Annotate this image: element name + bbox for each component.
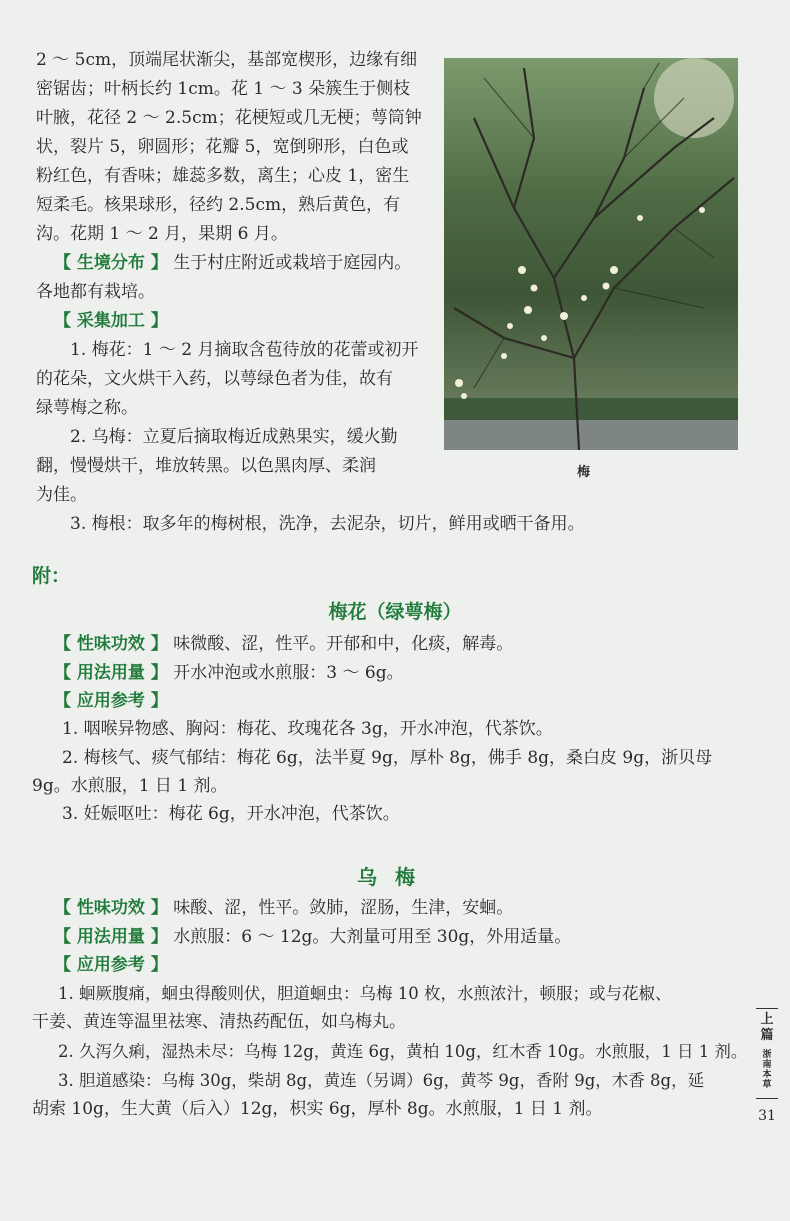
plum-tree-illustration — [444, 58, 738, 450]
meihua-xingwei-row — [54, 630, 513, 659]
wumei-line-3: 2. 久泻久痢，湿热未尽：乌梅 12g，黄连 6g，黄柏 10g，红木香 10g。水煎服，1 日 1 剂。 — [58, 1042, 748, 1061]
side-rule-top — [756, 1008, 778, 1009]
desc-line-7: 沟。花期 1 ～ 2 月，果期 6 月。 — [36, 224, 288, 244]
meihua-yongfa-label: 【 用法用量 】 — [54, 663, 168, 683]
wumei-yongfa-label: 【 用法用量 】 — [54, 927, 168, 947]
wumei-xingwei-label: 【 性味功效 】 — [54, 898, 168, 918]
wumei-yongfa-row — [54, 923, 571, 952]
page-number: 31 — [758, 1108, 776, 1124]
wumei-line-5: 胡索 10g，生大黄（后入）12g，枳实 6g，厚朴 8g。水煎服，1 日 1 剂。 — [32, 1099, 603, 1119]
wumei-line-2: 干姜、黄连等温里祛寒、清热药配伍，如乌梅丸。 — [32, 1012, 406, 1032]
plum-tree-photo — [444, 58, 738, 450]
collect-line-7: 3. 梅根：取多年的梅树根，洗净，去泥杂，切片，鲜用或晒干备用。 — [70, 514, 585, 534]
wumei-yingyong-label: 【 应用参考 】 — [54, 955, 168, 975]
meihua-xingwei-label: 【 性味功效 】 — [54, 634, 168, 654]
meihua-yingyong-label: 【 应用参考 】 — [54, 691, 168, 711]
side-volume — [756, 1012, 778, 1044]
desc-line-1: 2 ～ 5cm，顶端尾状渐尖，基部宽楔形，边缘有细 — [36, 50, 418, 70]
wumei-xingwei-row — [54, 894, 513, 923]
meihua-line-3: 9g。水煎服，1 日 1 剂。 — [32, 776, 228, 796]
habitat-label: 【 生境分布 】 — [54, 253, 168, 273]
side-volume-text: 上篇 — [760, 1012, 774, 1043]
side-book-text: 浙南本草 — [762, 1050, 772, 1090]
side-rule-bottom — [756, 1098, 778, 1099]
desc-line-5: 粉红色，有香味；雄蕊多数，离生；心皮 1，密生 — [36, 166, 410, 186]
desc-line-3: 叶腋，花径 2 ～ 2.5cm；花梗短或几无梗；萼筒钟 — [36, 108, 422, 128]
habitat-text: 生于村庄附近或栽培于庭园内。 — [173, 253, 412, 273]
habitat-row — [54, 249, 411, 278]
desc-line-6: 短柔毛。核果球形，径约 2.5cm，熟后黄色，有 — [36, 195, 401, 215]
wumei-xingwei-text: 味酸、涩，性平。敛肺，涩肠，生津，安蛔。 — [173, 898, 514, 918]
collect-line-6: 为佳。 — [36, 485, 87, 505]
wumei-line-4: 3. 胆道感染：乌梅 30g，柴胡 8g，黄连（另调）6g，黄芩 9g，香附 9g，木香 8g，延 — [58, 1071, 705, 1090]
meihua-title: 梅花（绿萼梅） — [328, 601, 462, 623]
wumei-title: 乌梅 — [357, 865, 433, 889]
meihua-line-1: 1. 咽喉异物感、胸闷：梅花、玫瑰花各 3g，开水冲泡，代茶饮。 — [62, 719, 553, 739]
collect-line-1: 1. 梅花：1 ～ 2 月摘取含苞待放的花蕾或初开 — [70, 340, 419, 360]
collect-line-3: 绿萼梅之称。 — [36, 398, 138, 418]
photo-caption: 梅 — [577, 465, 591, 480]
appendix-heading: 附： — [32, 565, 71, 587]
meihua-line-2: 2. 梅核气、痰气郁结：梅花 6g，法半夏 9g，厚朴 8g，佛手 8g，桑白皮 9g，浙贝母 — [62, 748, 713, 768]
side-book-title — [759, 1050, 775, 1090]
wumei-line-1: 1. 蛔厥腹痛，蛔虫得酸则伏，胆道蛔虫：乌梅 10 枚，水煎浓汁，顿服；或与花椒、 — [58, 984, 672, 1003]
habitat-cont: 各地都有栽培。 — [36, 282, 155, 302]
collect-line-4: 2. 乌梅：立夏后摘取梅近成熟果实，缓火勤 — [70, 427, 398, 447]
collect-label: 【 采集加工 】 — [54, 311, 168, 331]
desc-line-2: 密锯齿；叶柄长约 1cm。花 1 ～ 3 朵簇生于侧枝 — [36, 79, 411, 99]
meihua-xingwei-text: 味微酸、涩，性平。开郁和中，化痰，解毒。 — [173, 634, 514, 654]
meihua-line-4: 3. 妊娠呕吐：梅花 6g，开水冲泡，代茶饮。 — [62, 804, 400, 824]
collect-line-2: 的花朵，文火烘干入药，以萼绿色者为佳，故有 — [36, 369, 393, 389]
collect-line-5: 翻，慢慢烘干，堆放转黑。以色黑肉厚、柔润 — [36, 456, 376, 476]
meihua-yongfa-row — [54, 659, 404, 688]
meihua-yongfa-text: 开水冲泡或水煎服：3 ～ 6g。 — [173, 663, 404, 683]
wumei-yongfa-text: 水煎服：6 ～ 12g。大剂量可用至 30g，外用适量。 — [173, 927, 572, 947]
desc-line-4: 状，裂片 5，卵圆形；花瓣 5，宽倒卵形，白色或 — [36, 137, 409, 157]
